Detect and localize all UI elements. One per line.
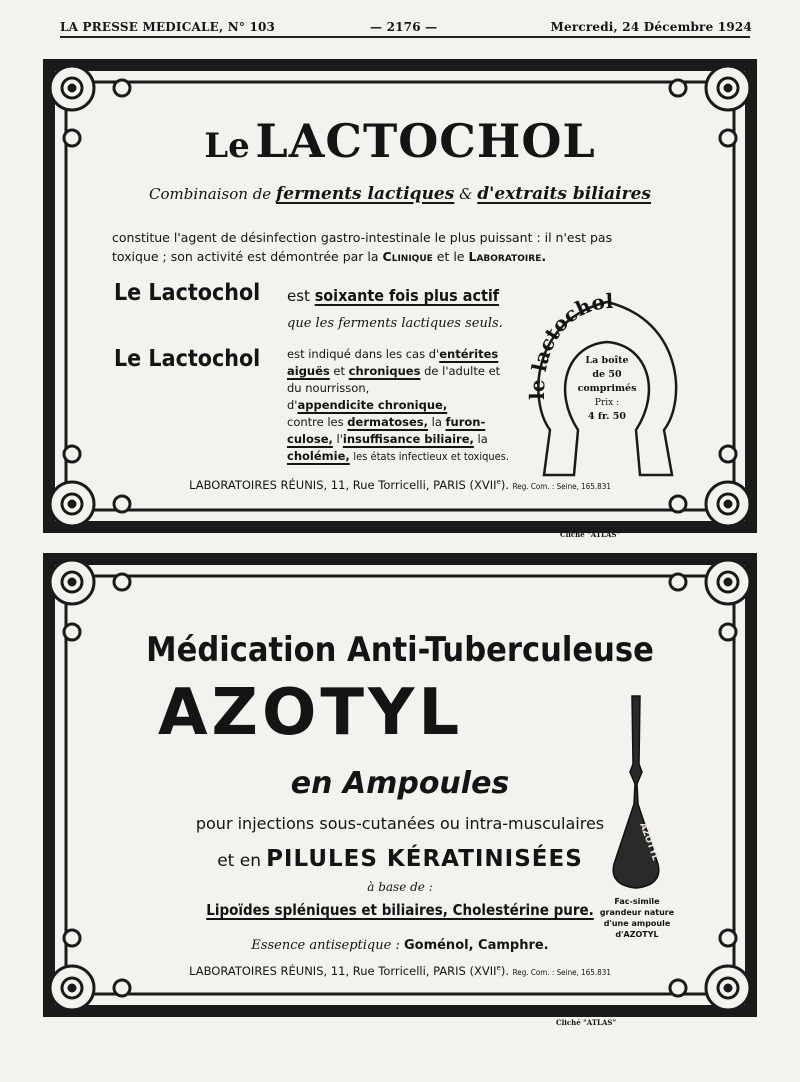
ind-text: l' — [336, 432, 343, 446]
indication-line — [287, 448, 509, 465]
pills-text: et en — [217, 851, 261, 871]
azotyl-cliche-credit: Cliché "ATLAS" — [556, 1018, 617, 1027]
lactochol-cliche-credit: Cliché "ATLAS" — [560, 530, 621, 539]
title-prefix: Le — [204, 126, 250, 166]
ind-emphasis: appendicite chronique, — [297, 398, 448, 412]
claim-text: est — [287, 287, 310, 305]
lactochol-footer — [42, 478, 758, 492]
azotyl-base-label: à base de : — [367, 880, 433, 894]
ind-text: les états infectieux et toxiques. — [353, 450, 510, 463]
ind-text: de l'adulte et — [424, 364, 501, 378]
ind-text: contre les — [287, 415, 344, 429]
ind-emphasis: entérites — [439, 347, 499, 361]
ampoule-caption — [594, 896, 680, 940]
ind-emphasis: dermatoses, — [347, 415, 428, 429]
claim-emphasis: soixante fois plus actif — [314, 286, 500, 305]
footer-address: ). — [500, 964, 509, 978]
footer-sup: e — [496, 964, 501, 973]
indication-line — [287, 431, 509, 448]
caption-line: d'une ampoule — [603, 919, 671, 928]
ind-text: et — [333, 364, 346, 378]
body-text: toxique ; son activité est démontrée par la — [112, 249, 379, 264]
essence-value: Goménol, Camphre. — [403, 938, 549, 953]
azotyl-injection-detail: pour injections sous-cutanées ou intra-musculaires — [195, 814, 605, 833]
claim1-name: Le Lactochol — [114, 280, 261, 306]
claim2-name: Le Lactochol — [114, 346, 261, 372]
body-text: et le — [436, 249, 465, 264]
header-rule — [60, 36, 750, 38]
ind-emphasis: furon- — [445, 415, 486, 429]
corner-flower-icon — [50, 66, 94, 110]
box-price-info — [574, 354, 640, 424]
indication-line: du nourrisson, — [287, 381, 370, 395]
page-number: — 2176 — — [370, 20, 438, 34]
page-header — [0, 0, 800, 40]
lactochol-subtitle — [42, 184, 758, 204]
subtitle-emphasis: ferments lactiques — [275, 184, 455, 204]
ind-emphasis: insuffisance biliaire, — [342, 432, 474, 446]
ind-text: d' — [287, 398, 298, 412]
title-main: LACTOCHOL — [255, 114, 596, 168]
corner-flower-icon — [50, 560, 94, 604]
lactochol-title — [42, 114, 758, 168]
indication-line — [287, 346, 509, 363]
ind-emphasis: aiguës — [287, 364, 330, 378]
body-smallcaps: Clinique — [382, 249, 433, 264]
box-line: comprimés — [577, 383, 637, 394]
azotyl-headline: Médication Anti-Tuberculeuse — [146, 630, 654, 670]
claim1-line2: que les ferments lactiques seuls. — [287, 316, 503, 331]
issue-date: Mercredi, 24 Décembre 1924 — [550, 20, 752, 34]
azotyl-advertisement — [42, 552, 758, 1018]
ind-text: la — [477, 432, 488, 446]
corner-flower-icon — [706, 560, 750, 604]
lactochol-body — [112, 228, 612, 266]
ind-text: est indiqué dans les cas d' — [287, 347, 440, 361]
lactochol-advertisement — [42, 58, 758, 534]
footer-registration: Reg. Com. : Seine, 165.831 — [512, 482, 611, 491]
ind-emphasis: culose, — [287, 432, 333, 446]
box-line: Prix : — [594, 398, 620, 408]
corner-flower-icon — [706, 66, 750, 110]
footer-address: LABORATOIRES RÉUNIS, 11, Rue Torricelli, PARIS (XVII — [189, 478, 497, 492]
box-price: 4 fr. 50 — [588, 411, 626, 422]
caption-line: grandeur nature — [599, 908, 675, 917]
azotyl-brand: AZOTYL — [158, 676, 464, 750]
azotyl-ampoule-illustration — [608, 694, 664, 894]
azotyl-ampoules: en Ampoules — [290, 766, 510, 801]
ind-emphasis: chroniques — [348, 364, 421, 378]
indication-line — [287, 397, 509, 414]
ind-text: la — [431, 415, 442, 429]
caption-line: Fac-simile — [614, 897, 660, 906]
subtitle-text: Combinaison de — [149, 185, 272, 203]
ind-emphasis: cholémie, — [287, 449, 350, 463]
azotyl-essence — [42, 938, 758, 953]
subtitle-text: & — [459, 185, 473, 203]
azotyl-base: Lipoïdes spléniques et biliaires, Cholestérine pure. — [206, 901, 594, 919]
box-label: le lactochol — [524, 288, 614, 401]
claim1-text — [287, 286, 499, 305]
journal-name: LA PRESSE MEDICALE, N° 103 — [60, 20, 276, 34]
body-smallcaps: Laboratoire. — [468, 249, 547, 264]
indication-line — [287, 363, 509, 380]
indication-line — [287, 414, 509, 431]
footer-sup: e — [496, 478, 501, 487]
ampoule-label: AZOTYL — [637, 821, 661, 863]
footer-address: LABORATOIRES RÉUNIS, 11, Rue Torricelli, PARIS (XVII — [189, 964, 497, 978]
caption-line: d'AZOTYL — [615, 930, 659, 939]
indications-list — [287, 346, 509, 465]
footer-address: ). — [500, 478, 509, 492]
body-line — [112, 247, 612, 266]
box-line: La boîte — [585, 355, 629, 366]
body-line: constitue l'agent de désinfection gastro-intestinale le plus puissant : il n'est pas — [112, 230, 613, 245]
azotyl-footer — [42, 964, 758, 978]
subtitle-emphasis: d'extraits biliaires — [477, 184, 651, 204]
pills-emphasis: PILULES KÉRATINISÉES — [266, 846, 583, 872]
footer-registration: Reg. Com. : Seine, 165.831 — [512, 968, 611, 977]
essence-label: Essence antiseptique : — [251, 938, 400, 953]
box-line: de 50 — [592, 369, 622, 380]
